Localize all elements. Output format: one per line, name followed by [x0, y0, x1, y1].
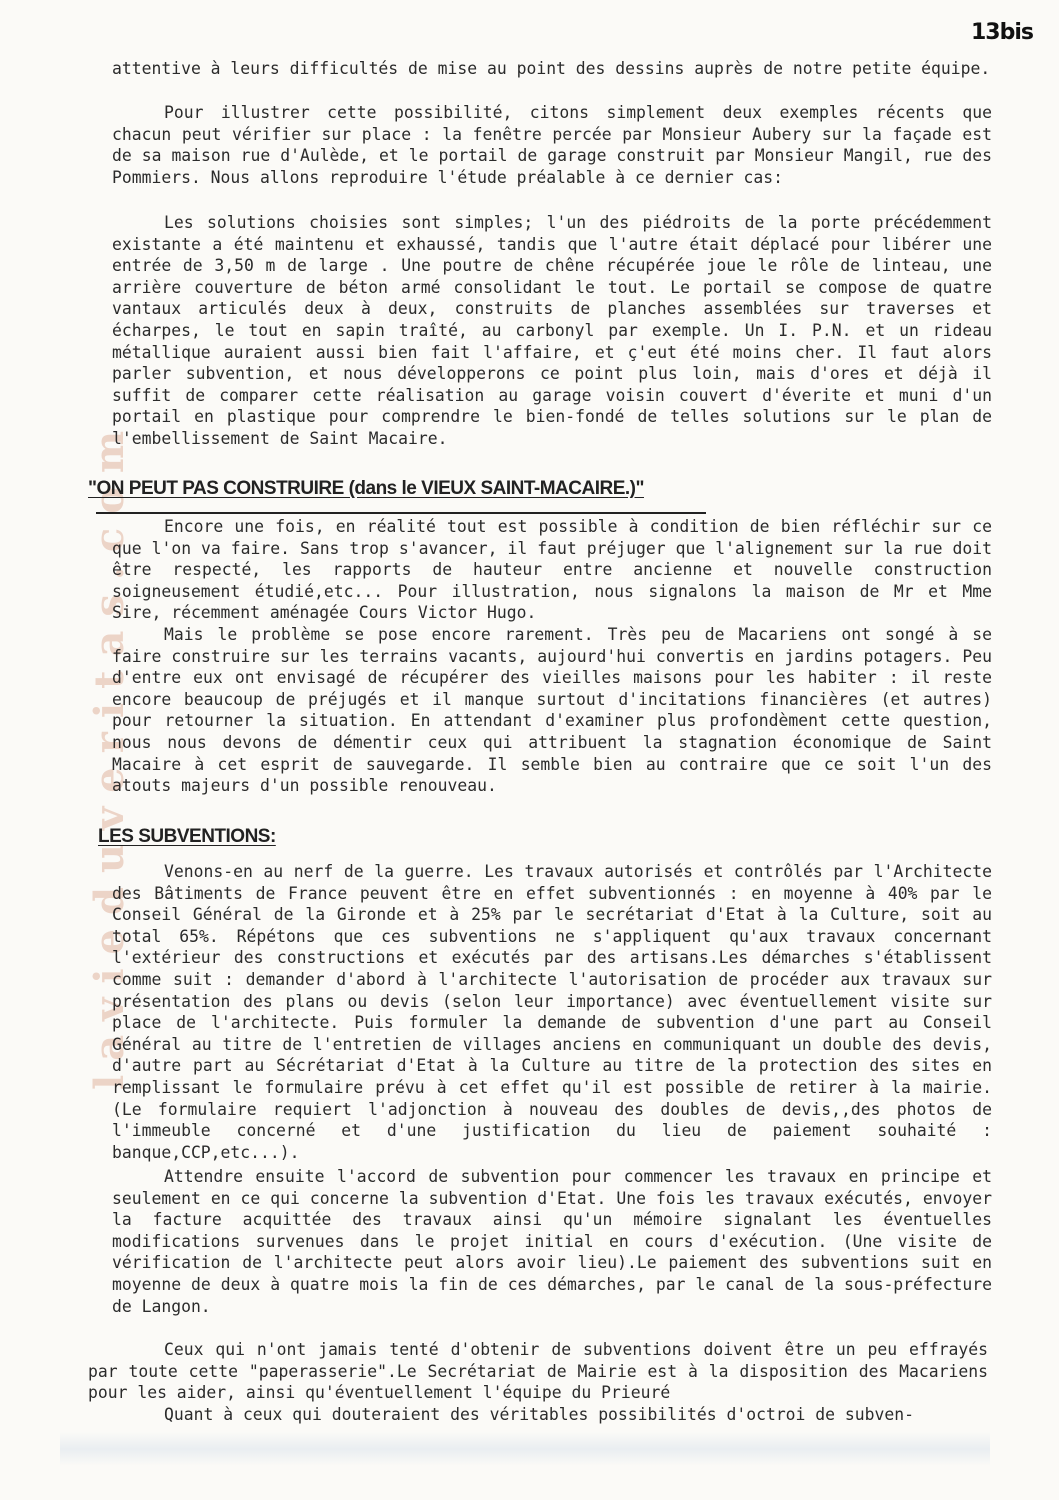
paragraph-6: Venons-en au nerf de la guerre. Les travaux autorisés et contrôlés par l'Architecte des Bâtiments de France peuvent être en effet subventionnés : en moyenne à 40% par le Conseil Général de la Gironde et à 25% par le secrétariat d'Etat à la Culture, soit au total 65%. Répétons que ces subventions ne s'appliquent qu'aux travaux concernant l'extérieur des constructions et exécutés par des artisans.Les démarches s'établissent comme suit : demander d'abord à l'architecte l'autorisation de procéder aux travaux sur présentation des plans ou devis (selon leur importance) avec éventuellement visite sur place de l'architecte. Puis formuler la demande de subvention d'une part au Conseil Général au titre de l'entretien de villages anciens en communiquant un double des devis, d'autre part au Sécrétariat d'Etat à la Culture au titre de la protection des sites en remplissant le formulaire prévu à cet effet qu'il est possible de retirer à la mairie. (Le formulaire requiert l'adjonction à nouveau des doubles de devis,,des photos de l'immeuble concerné et d'une justification du lieu de paiement souhaité : banque,CCP,etc...).: [112, 862, 992, 1162]
paragraph-3: Les solutions choisies sont simples; l'un des piédroits de la porte précédemment existante a été maintenu et exhaussé, tandis que l'autre était déplacé pour libérer une entrée de 3,50 m de large . Une poutre de chêne récupérée joue le rôle de linteau, une arrière couverture de béton armé consolidant le tout. Le portail se compose de quatre vantaux articulés deux à deux, construits de planches assemblées sur traverses et écharpes, le tout en sapin traîté, au carbonyl par exemple. Un I. P.N. et un rideau métallique auraient aussi bien fait l'affaire, et ç'eut été moins cher. Il faut alors parler subvention, et nous développerons ce point plus loin, mais d'ores et déjà il suffit de comparer cette réalisation au garage voisin couvert d'éverite et muni d'un portail en plastique pour comprendre le bien-fondé de telles solutions sur le plan de l'embellissement de Saint Macaire.: [112, 213, 992, 448]
heading-subventions: LES SUBVENTIONS:: [98, 826, 276, 847]
paragraph-4: Encore une fois, en réalité tout est possible à condition de bien réfléchir sur ce que l'on va faire. Sans trop s'avancer, il faut préjuger que l'alignement sur la rue doit être respecté, les rapports de hauteur entre ancienne et nouvelle construction soigneusement étudié,etc... Pour illustration, nous signalons la maison de Mr et Mme Sire, récemment aménagée Cours Victor Hugo.: [112, 517, 992, 623]
heading-rule: [96, 512, 706, 514]
watermark: lavieduveritas.com: [86, 416, 133, 1090]
page-number: 13bis: [971, 20, 1033, 45]
paragraph-1: attentive à leurs difficultés de mise au point des dessins auprès de notre petite équipe.: [112, 59, 991, 78]
paragraph-2: Pour illustrer cette possibilité, citons simplement deux exemples récents que chacun peut vérifier sur place : la fenêtre percée par Monsieur Aubery sur la façade est de sa maison rue d'Aulède, et le portail de garage construit par Monsieur Mangil, rue des Pommiers. Nous allons reproduire l'étude préalable à ce dernier cas:: [112, 103, 992, 187]
paragraph-8: Ceux qui n'ont jamais tenté d'obtenir de subventions doivent être un peu effrayés par toute cette "paperasserie".Le Secrétariat de Mairie est à la disposition des Macariens pour les aider, ainsi qu'éventuellement l'équipe du Prieuré: [88, 1340, 988, 1403]
scan-smudge: [60, 1432, 990, 1466]
heading-construire: "ON PEUT PAS CONSTRUIRE (dans le VIEUX SAINT-MACAIRE.)": [88, 478, 644, 499]
paragraph-9: Quant à ceux qui douteraient des véritables possibilités d'octroi de subven-: [164, 1405, 914, 1424]
paragraph-5: Mais le problème se pose encore rarement. Très peu de Macariens ont songé à se faire construire sur les terrains vacants, aujourd'hui convertis en jardins potagers. Peu d'entre eux ont envisagé de récupérer des vieilles maisons pour les habiter : il reste encore beaucoup de préjugés et il manque surtout d'incitations financières (et autres) pour retourner la situation. En attendant d'examiner plus profondèment cette question, nous nous devons de démentir ceux qui attribuent la stagnation économique de Saint Macaire à cet esprit de sauvegarde. Il semble bien au contraire que ce soit l'un des atouts majeurs d'un possible renouveau.: [112, 625, 992, 796]
paragraph-7: Attendre ensuite l'accord de subvention pour commencer les travaux en principe et seulement en ce qui concerne la subvention d'Etat. Une fois les travaux exécutés, envoyer la facture acquittée des travaux ainsi qu'un mémoire signalant les éventuelles modifications survenues dans le projet initial en cours d'exécution. (Une visite de vérification de l'architecte peut alors avoir lieu).Le paiement des subventions suit en moyenne de deux à quatre mois la fin de ces démarches, par le canal de la sous-préfecture de Langon.: [112, 1167, 992, 1316]
